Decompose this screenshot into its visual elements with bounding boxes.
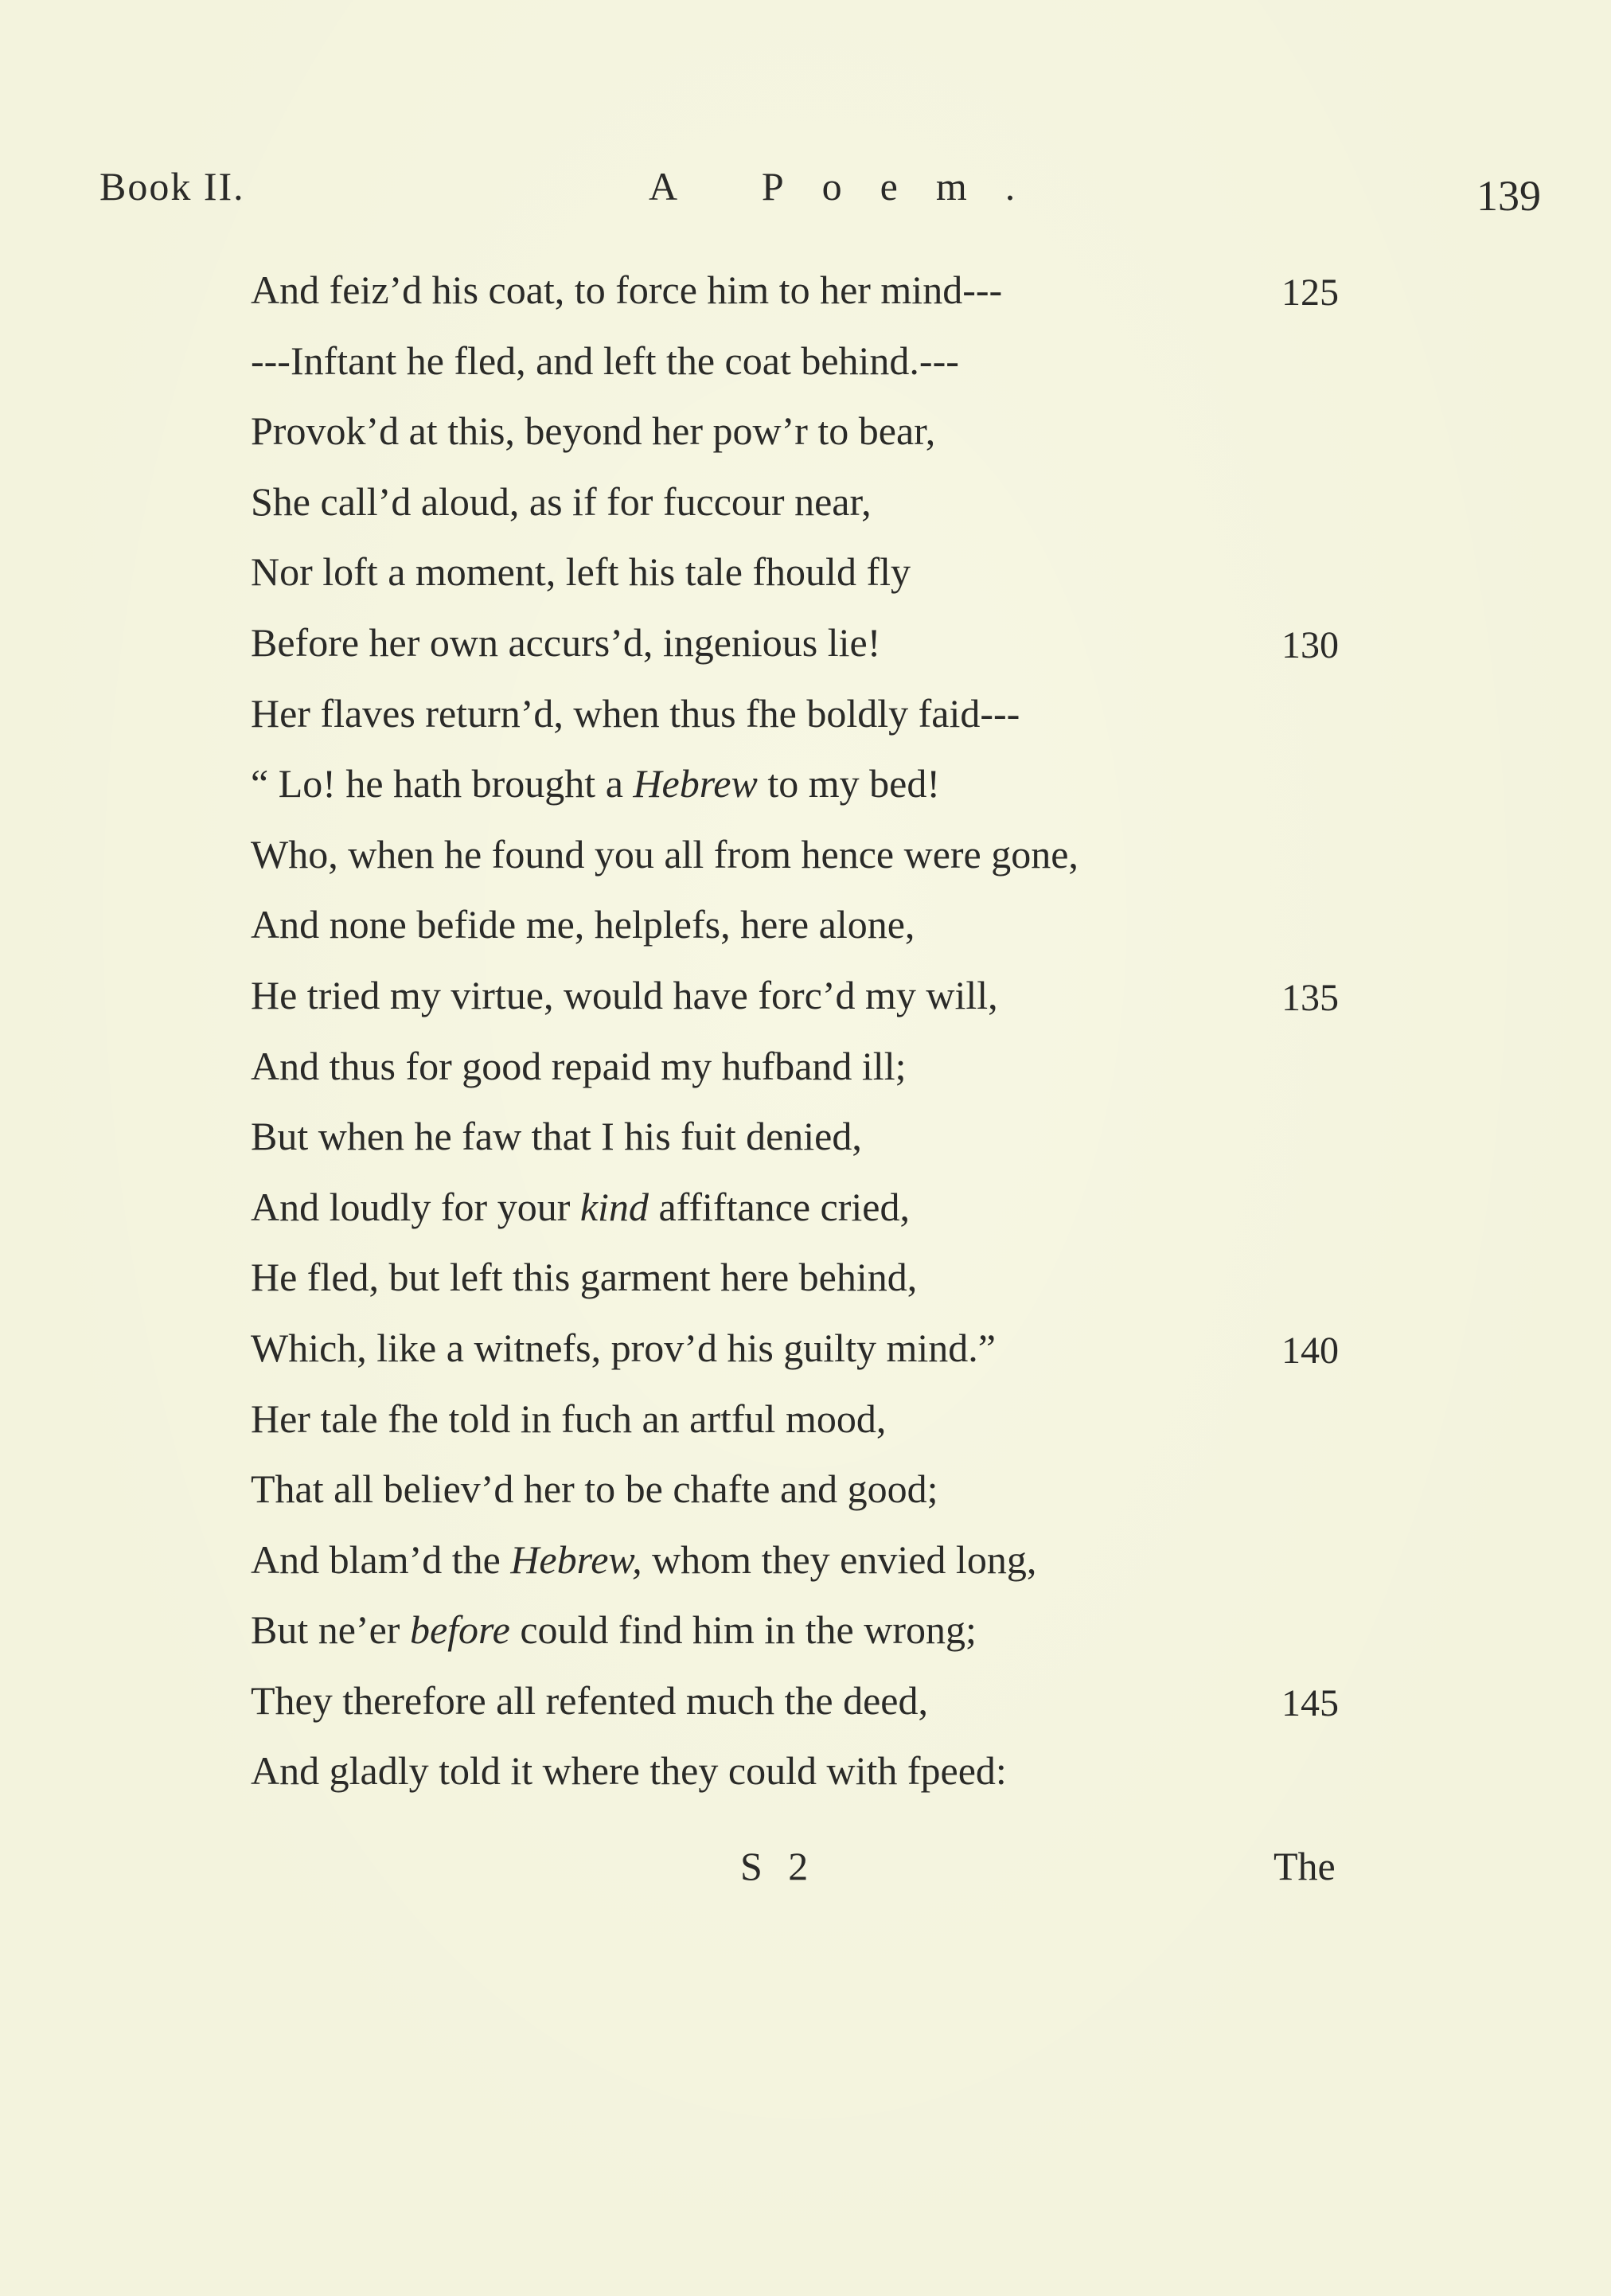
poem-line-text (251, 396, 935, 466)
line-number: 130 (1281, 623, 1339, 666)
poem-line (251, 889, 1429, 960)
poem-line (251, 748, 1429, 819)
poem-line-text (251, 467, 872, 537)
poem-line (251, 1172, 1429, 1243)
poem-line-text (251, 326, 959, 396)
poem-line (251, 960, 1429, 1031)
line-text-roman: Nor loft a moment, left his tale fhould fly (251, 549, 911, 595)
poem-line (251, 255, 1429, 326)
signature-mark: S 2 (740, 1844, 817, 1888)
poem-line (251, 1384, 1429, 1455)
poem-line-text (251, 889, 915, 959)
line-text-roman: And loudly for your (251, 1184, 580, 1229)
line-text-roman-continued: whom they envied long, (642, 1537, 1037, 1582)
poem-line-text (251, 678, 1020, 748)
poem-line-text (251, 1595, 977, 1665)
line-number: 135 (1281, 976, 1339, 1019)
poem-line-text (251, 1454, 938, 1524)
poem-line (251, 1031, 1429, 1102)
poem-line (251, 1313, 1429, 1384)
line-text-roman: She call’d aloud, as if for fuccour near, (251, 478, 872, 524)
poem-line (251, 678, 1429, 749)
line-text-italic: Hebrew (633, 761, 758, 806)
line-text-roman: And thus for good repaid my hufband ill; (251, 1043, 907, 1088)
line-text-roman: Who, when he found you all from hence were gone, (251, 831, 1079, 877)
line-text-italic: kind (579, 1184, 649, 1229)
line-text-roman: Before her own accurs’d, ingenious lie! (251, 619, 881, 665)
poem-line (251, 326, 1429, 396)
line-text-roman-continued: could find him in the wrong; (509, 1607, 977, 1653)
running-title: A Poem. (649, 164, 1054, 209)
line-text-roman: And blam’d the (251, 1537, 511, 1582)
poem-line (251, 1525, 1429, 1595)
poem-line (251, 1736, 1429, 1806)
poem-line-text (251, 748, 940, 818)
line-text-roman: Her flaves return’d, when thus fhe boldly faid--- (251, 690, 1020, 736)
poem-line-text (251, 1525, 1036, 1595)
line-text-roman-continued: affiftance cried, (648, 1184, 910, 1229)
line-text-roman: That all believ’d her to be chafte and good; (251, 1466, 938, 1512)
poem-line-text (251, 819, 1079, 889)
line-text-italic: before (409, 1607, 510, 1653)
line-text-roman: Provok’d at this, beyond her pow’r to bear, (251, 408, 936, 454)
running-header (0, 163, 1611, 227)
line-number: 140 (1281, 1329, 1339, 1372)
line-number: 145 (1281, 1681, 1339, 1724)
poem-line (251, 396, 1429, 467)
poem-line (251, 1101, 1429, 1172)
poem-line-text (251, 1736, 1007, 1806)
page-footer (0, 1843, 1611, 1907)
page-number: 139 (1476, 172, 1541, 220)
line-text-roman: He tried my virtue, would have forc’d my will, (251, 972, 998, 1017)
line-text-roman: And feiz’d his coat, to force him to her mind--- (251, 267, 1003, 312)
poem-line (251, 1595, 1429, 1665)
line-text-roman: And none befide me, helplefs, here alone, (251, 902, 915, 947)
poem-line-text (251, 960, 998, 1030)
line-text-roman: They therefore all refented much the deed, (251, 1677, 928, 1723)
poem-line (251, 1665, 1429, 1736)
poem-line (251, 537, 1429, 607)
poem-line (251, 467, 1429, 537)
poem-line-text (251, 1101, 862, 1171)
poem-line (251, 1454, 1429, 1525)
line-text-roman: “ Lo! he hath brought a (251, 761, 634, 806)
catchword: The (1274, 1844, 1336, 1888)
poem-text (251, 255, 1429, 1806)
line-text-roman: Her tale fhe told in fuch an artful mood, (251, 1396, 887, 1441)
poem-line-text (251, 1031, 907, 1101)
poem-line-text (251, 607, 880, 677)
poem-line-text (251, 537, 911, 607)
line-text-roman: ---Inftant he fled, and left the coat behind.--- (251, 338, 959, 383)
line-text-roman: He fled, but left this garment here behind, (251, 1255, 918, 1300)
poem-line-text (251, 255, 1002, 325)
poem-line-text (251, 1313, 996, 1383)
poem-line (251, 1242, 1429, 1313)
line-text-roman: But ne’er (251, 1607, 410, 1653)
line-text-roman: Which, like a witnefs, prov’d his guilty mind.” (251, 1325, 996, 1370)
poem-line-text (251, 1242, 917, 1312)
line-text-roman: And gladly told it where they could with fpeed: (251, 1748, 1007, 1794)
line-text-roman-continued: to my bed! (757, 761, 940, 806)
line-number: 125 (1281, 271, 1339, 314)
line-text-roman: But when he faw that I his fuit denied, (251, 1114, 862, 1159)
poem-line-text (251, 1384, 886, 1454)
poem-line-text (251, 1172, 910, 1242)
poem-line (251, 819, 1429, 890)
poem-line (251, 607, 1429, 678)
book-label: Book II. (99, 164, 245, 209)
line-text-italic: Hebrew, (510, 1537, 642, 1582)
poem-line-text (251, 1665, 928, 1736)
